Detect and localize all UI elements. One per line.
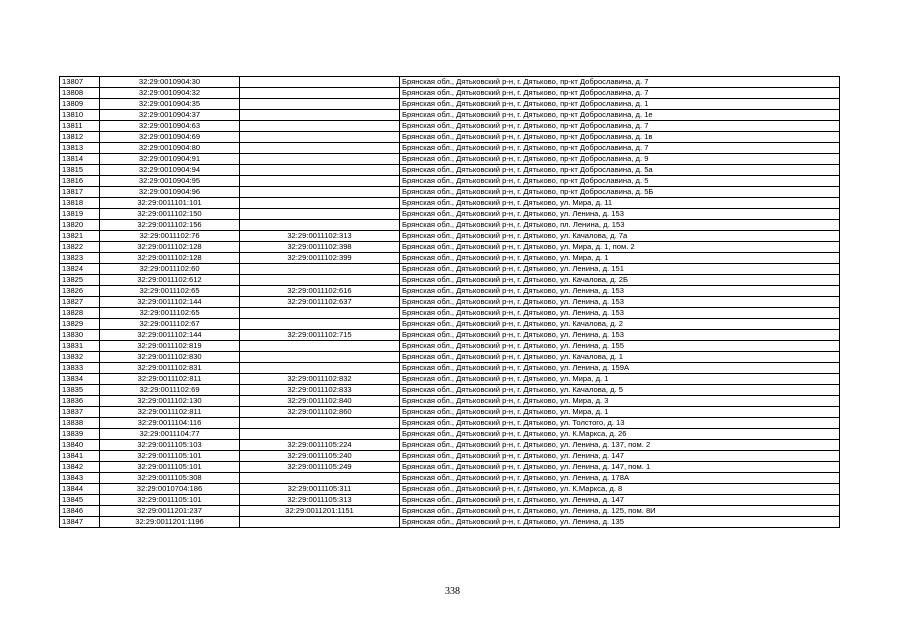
cadastral-number-cell: 32:29:0010904:32 (100, 88, 240, 99)
address-cell: Брянская обл., Дятьковский р-н, г. Дятьково, ул. Ленина, д. 147, пом. 1 (400, 462, 840, 473)
address-cell: Брянская обл., Дятьковский р-н, г. Дятьково, ул. Ленина, д. 178А (400, 473, 840, 484)
table-row (60, 330, 840, 341)
address-cell: Брянская обл., Дятьковский р-н, г. Дятьково, ул. Мира, д. 1 (400, 374, 840, 385)
row-number-cell: 13847 (60, 517, 100, 528)
cadastral-number-cell: 32:29:0010904:80 (100, 143, 240, 154)
row-number-cell: 13816 (60, 176, 100, 187)
page-number: 338 (445, 586, 460, 597)
cadastral-number-cell: 32:29:0011102:65 (100, 308, 240, 319)
table-row (60, 132, 840, 143)
table-row (60, 253, 840, 264)
cadastral-number-cell: 32:29:0010904:96 (100, 187, 240, 198)
address-cell: Брянская обл., Дятьковский р-н, г. Дятьково, ул. Ленина, д. 153 (400, 308, 840, 319)
table-row (60, 143, 840, 154)
address-cell: Брянская обл., Дятьковский р-н, г. Дятьково, пл. Ленина, д. 153 (400, 220, 840, 231)
cadastral-number-cell: 32:29:0010904:30 (100, 77, 240, 88)
table-row (60, 517, 840, 528)
object-cadastral-number-cell (240, 275, 400, 286)
object-cadastral-number-cell (240, 176, 400, 187)
table-row (60, 165, 840, 176)
cadastral-number-cell: 32:29:0011102:811 (100, 407, 240, 418)
address-cell: Брянская обл., Дятьковский р-н, г. Дятьково, ул. Ленина, д. 151 (400, 264, 840, 275)
table-row (60, 154, 840, 165)
row-number-cell: 13835 (60, 385, 100, 396)
row-number-cell: 13845 (60, 495, 100, 506)
cadastral-number-cell: 32:29:0011104:116 (100, 418, 240, 429)
object-cadastral-number-cell (240, 517, 400, 528)
row-number-cell: 13811 (60, 121, 100, 132)
cadastral-number-cell: 32:29:0011102:612 (100, 275, 240, 286)
row-number-cell: 13813 (60, 143, 100, 154)
object-cadastral-number-cell (240, 209, 400, 220)
row-number-cell: 13817 (60, 187, 100, 198)
address-cell: Брянская обл., Дятьковский р-н, г. Дятьково, пр-кт Доброславина, д. 5Б (400, 187, 840, 198)
table-row (60, 209, 840, 220)
row-number-cell: 13821 (60, 231, 100, 242)
object-cadastral-number-cell (240, 473, 400, 484)
cadastral-number-cell: 32:29:0011105:101 (100, 451, 240, 462)
object-cadastral-number-cell: 32:29:0011102:715 (240, 330, 400, 341)
table-row (60, 495, 840, 506)
table-row (60, 407, 840, 418)
row-number-cell: 13833 (60, 363, 100, 374)
object-cadastral-number-cell: 32:29:0011102:833 (240, 385, 400, 396)
row-number-cell: 13823 (60, 253, 100, 264)
cadastral-number-cell: 32:29:0011102:831 (100, 363, 240, 374)
table-row (60, 176, 840, 187)
row-number-cell: 13838 (60, 418, 100, 429)
address-cell: Брянская обл., Дятьковский р-н, г. Дятьково, ул. Мира, д. 1 (400, 253, 840, 264)
table-row (60, 308, 840, 319)
row-number-cell: 13824 (60, 264, 100, 275)
address-cell: Брянская обл., Дятьковский р-н, г. Дятьково, пр-кт Доброславина, д. 7 (400, 143, 840, 154)
row-number-cell: 13826 (60, 286, 100, 297)
address-cell: Брянская обл., Дятьковский р-н, г. Дятьково, ул. Мира, д. 3 (400, 396, 840, 407)
address-cell: Брянская обл., Дятьковский р-н, г. Дятьково, пр-кт Доброславина, д. 1 (400, 99, 840, 110)
address-cell: Брянская обл., Дятьковский р-н, г. Дятьково, пр-кт Доброславина, д. 5 (400, 176, 840, 187)
table-row (60, 396, 840, 407)
cadastral-number-cell: 32:29:0011102:130 (100, 396, 240, 407)
table-row (60, 297, 840, 308)
cadastral-number-cell: 32:29:0011102:830 (100, 352, 240, 363)
row-number-cell: 13836 (60, 396, 100, 407)
address-cell: Брянская обл., Дятьковский р-н, г. Дятьково, ул. Качалова, д. 2Б (400, 275, 840, 286)
address-cell: Брянская обл., Дятьковский р-н, г. Дятьково, ул. Ленина, д. 153 (400, 297, 840, 308)
table-row (60, 187, 840, 198)
cadastral-number-cell: 32:29:0011102:76 (100, 231, 240, 242)
address-cell: Брянская обл., Дятьковский р-н, г. Дятьково, ул. Ленина, д. 125, пом. 8И (400, 506, 840, 517)
cadastral-number-cell: 32:29:0011102:69 (100, 385, 240, 396)
table-row (60, 286, 840, 297)
row-number-cell: 13819 (60, 209, 100, 220)
cadastral-number-cell: 32:29:0011105:308 (100, 473, 240, 484)
object-cadastral-number-cell: 32:29:0011105:240 (240, 451, 400, 462)
object-cadastral-number-cell (240, 319, 400, 330)
row-number-cell: 13843 (60, 473, 100, 484)
address-cell: Брянская обл., Дятьковский р-н, г. Дятьково, пр-кт Доброславина, д. 7 (400, 77, 840, 88)
table-row (60, 319, 840, 330)
address-cell: Брянская обл., Дятьковский р-н, г. Дятьково, ул. Ленина, д. 137, пом. 2 (400, 440, 840, 451)
table-row (60, 242, 840, 253)
address-cell: Брянская обл., Дятьковский р-н, г. Дятьково, пр-кт Доброславина, д. 7 (400, 88, 840, 99)
row-number-cell: 13839 (60, 429, 100, 440)
table-row (60, 385, 840, 396)
cadastral-number-cell: 32:29:0011104:77 (100, 429, 240, 440)
table-row (60, 451, 840, 462)
cadastral-number-cell: 32:29:0010904:94 (100, 165, 240, 176)
row-number-cell: 13807 (60, 77, 100, 88)
table-row (60, 440, 840, 451)
address-cell: Брянская обл., Дятьковский р-н, г. Дятьково, ул. К.Маркса, д. 8 (400, 484, 840, 495)
address-cell: Брянская обл., Дятьковский р-н, г. Дятьково, пр-кт Доброславина, д. 1е (400, 110, 840, 121)
object-cadastral-number-cell (240, 198, 400, 209)
address-cell: Брянская обл., Дятьковский р-н, г. Дятьково, ул. Качалова, д. 2 (400, 319, 840, 330)
object-cadastral-number-cell (240, 220, 400, 231)
object-cadastral-number-cell: 32:29:0011102:637 (240, 297, 400, 308)
address-cell: Брянская обл., Дятьковский р-н, г. Дятьково, ул. Ленина, д. 153 (400, 330, 840, 341)
object-cadastral-number-cell: 32:29:0011102:313 (240, 231, 400, 242)
object-cadastral-number-cell (240, 121, 400, 132)
table-row (60, 77, 840, 88)
cadastral-number-cell: 32:29:0011102:156 (100, 220, 240, 231)
cadastral-number-cell: 32:29:0011102:128 (100, 242, 240, 253)
object-cadastral-number-cell (240, 99, 400, 110)
row-number-cell: 13815 (60, 165, 100, 176)
cadastral-number-cell: 32:29:0010904:95 (100, 176, 240, 187)
address-cell: Брянская обл., Дятьковский р-н, г. Дятьково, ул. Ленина, д. 153 (400, 286, 840, 297)
object-cadastral-number-cell: 32:29:0011201:1151 (240, 506, 400, 517)
table-row (60, 110, 840, 121)
object-cadastral-number-cell (240, 154, 400, 165)
table-row (60, 99, 840, 110)
cadastral-number-cell: 32:29:0011105:101 (100, 462, 240, 473)
table-row (60, 506, 840, 517)
address-cell: Брянская обл., Дятьковский р-н, г. Дятьково, ул. Ленина, д. 159А (400, 363, 840, 374)
cadastral-number-cell: 32:29:0011105:101 (100, 495, 240, 506)
registry-table-body (60, 77, 840, 528)
table-row (60, 121, 840, 132)
cadastral-number-cell: 32:29:0011102:60 (100, 264, 240, 275)
address-cell: Брянская обл., Дятьковский р-н, г. Дятьково, ул. Мира, д. 11 (400, 198, 840, 209)
cadastral-number-cell: 32:29:0010904:69 (100, 132, 240, 143)
table-row (60, 198, 840, 209)
table-row (60, 484, 840, 495)
row-number-cell: 13814 (60, 154, 100, 165)
cadastral-number-cell: 32:29:0011102:150 (100, 209, 240, 220)
object-cadastral-number-cell: 32:29:0011105:313 (240, 495, 400, 506)
cadastral-number-cell: 32:29:0011102:144 (100, 330, 240, 341)
row-number-cell: 13808 (60, 88, 100, 99)
cadastral-number-cell: 32:29:0010904:35 (100, 99, 240, 110)
row-number-cell: 13846 (60, 506, 100, 517)
address-cell: Брянская обл., Дятьковский р-н, г. Дятьково, ул. Ленина, д. 155 (400, 341, 840, 352)
address-cell: Брянская обл., Дятьковский р-н, г. Дятьково, ул. Толстого, д. 13 (400, 418, 840, 429)
row-number-cell: 13841 (60, 451, 100, 462)
registry-table (59, 76, 840, 528)
object-cadastral-number-cell (240, 143, 400, 154)
cadastral-number-cell: 32:29:0011102:819 (100, 341, 240, 352)
address-cell: Брянская обл., Дятьковский р-н, г. Дятьково, пр-кт Доброславина, д. 7 (400, 121, 840, 132)
table-row (60, 275, 840, 286)
table-row (60, 264, 840, 275)
table-row (60, 374, 840, 385)
row-number-cell: 13837 (60, 407, 100, 418)
cadastral-number-cell: 32:29:0010904:91 (100, 154, 240, 165)
row-number-cell: 13809 (60, 99, 100, 110)
address-cell: Брянская обл., Дятьковский р-н, г. Дятьково, пр-кт Доброславина, д. 5а (400, 165, 840, 176)
object-cadastral-number-cell: 32:29:0011102:616 (240, 286, 400, 297)
cadastral-number-cell: 32:29:0011101:101 (100, 198, 240, 209)
object-cadastral-number-cell (240, 132, 400, 143)
address-cell: Брянская обл., Дятьковский р-н, г. Дятьково, ул. Качалова, д. 7а (400, 231, 840, 242)
object-cadastral-number-cell (240, 308, 400, 319)
table-row (60, 352, 840, 363)
table-row (60, 363, 840, 374)
table-row (60, 462, 840, 473)
row-number-cell: 13822 (60, 242, 100, 253)
cadastral-number-cell: 32:29:0011102:128 (100, 253, 240, 264)
object-cadastral-number-cell: 32:29:0011102:399 (240, 253, 400, 264)
row-number-cell: 13831 (60, 341, 100, 352)
table-row (60, 341, 840, 352)
row-number-cell: 13812 (60, 132, 100, 143)
address-cell: Брянская обл., Дятьковский р-н, г. Дятьково, ул. Мира, д. 1, пом. 2 (400, 242, 840, 253)
object-cadastral-number-cell (240, 429, 400, 440)
cadastral-number-cell: 32:29:0011201:237 (100, 506, 240, 517)
row-number-cell: 13828 (60, 308, 100, 319)
cadastral-number-cell: 32:29:0011102:65 (100, 286, 240, 297)
row-number-cell: 13820 (60, 220, 100, 231)
cadastral-number-cell: 32:29:0011102:67 (100, 319, 240, 330)
row-number-cell: 13842 (60, 462, 100, 473)
object-cadastral-number-cell: 32:29:0011105:311 (240, 484, 400, 495)
row-number-cell: 13818 (60, 198, 100, 209)
table-row (60, 220, 840, 231)
address-cell: Брянская обл., Дятьковский р-н, г. Дятьково, ул. Ленина, д. 153 (400, 209, 840, 220)
object-cadastral-number-cell (240, 418, 400, 429)
row-number-cell: 13825 (60, 275, 100, 286)
cadastral-number-cell: 32:29:0011105:103 (100, 440, 240, 451)
object-cadastral-number-cell (240, 187, 400, 198)
row-number-cell: 13827 (60, 297, 100, 308)
cadastral-number-cell: 32:29:0011102:144 (100, 297, 240, 308)
document-page (59, 76, 840, 528)
table-row (60, 88, 840, 99)
row-number-cell: 13832 (60, 352, 100, 363)
cadastral-number-cell: 32:29:0011102:811 (100, 374, 240, 385)
object-cadastral-number-cell (240, 264, 400, 275)
row-number-cell: 13830 (60, 330, 100, 341)
object-cadastral-number-cell: 32:29:0011102:398 (240, 242, 400, 253)
table-row (60, 429, 840, 440)
address-cell: Брянская обл., Дятьковский р-н, г. Дятьково, ул. Качалова, д. 1 (400, 352, 840, 363)
object-cadastral-number-cell (240, 341, 400, 352)
address-cell: Брянская обл., Дятьковский р-н, г. Дятьково, ул. Ленина, д. 135 (400, 517, 840, 528)
table-row (60, 418, 840, 429)
object-cadastral-number-cell (240, 110, 400, 121)
row-number-cell: 13829 (60, 319, 100, 330)
address-cell: Брянская обл., Дятьковский р-н, г. Дятьково, ул. Качалова, д. 5 (400, 385, 840, 396)
object-cadastral-number-cell (240, 363, 400, 374)
address-cell: Брянская обл., Дятьковский р-н, г. Дятьково, ул. К.Маркса, д. 26 (400, 429, 840, 440)
table-row (60, 473, 840, 484)
object-cadastral-number-cell: 32:29:0011105:249 (240, 462, 400, 473)
object-cadastral-number-cell (240, 352, 400, 363)
address-cell: Брянская обл., Дятьковский р-н, г. Дятьково, ул. Ленина, д. 147 (400, 495, 840, 506)
row-number-cell: 13834 (60, 374, 100, 385)
cadastral-number-cell: 32:29:0010904:63 (100, 121, 240, 132)
row-number-cell: 13844 (60, 484, 100, 495)
object-cadastral-number-cell (240, 88, 400, 99)
address-cell: Брянская обл., Дятьковский р-н, г. Дятьково, пр-кт Доброславина, д. 1в (400, 132, 840, 143)
object-cadastral-number-cell (240, 77, 400, 88)
object-cadastral-number-cell: 32:29:0011102:832 (240, 374, 400, 385)
table-row (60, 231, 840, 242)
object-cadastral-number-cell: 32:29:0011102:860 (240, 407, 400, 418)
cadastral-number-cell: 32:29:0010704:186 (100, 484, 240, 495)
cadastral-number-cell: 32:29:0011201:1196 (100, 517, 240, 528)
address-cell: Брянская обл., Дятьковский р-н, г. Дятьково, пр-кт Доброславина, д. 9 (400, 154, 840, 165)
address-cell: Брянская обл., Дятьковский р-н, г. Дятьково, ул. Мира, д. 1 (400, 407, 840, 418)
address-cell: Брянская обл., Дятьковский р-н, г. Дятьково, ул. Ленина, д. 147 (400, 451, 840, 462)
object-cadastral-number-cell: 32:29:0011105:224 (240, 440, 400, 451)
cadastral-number-cell: 32:29:0010904:37 (100, 110, 240, 121)
object-cadastral-number-cell: 32:29:0011102:840 (240, 396, 400, 407)
object-cadastral-number-cell (240, 165, 400, 176)
row-number-cell: 13840 (60, 440, 100, 451)
row-number-cell: 13810 (60, 110, 100, 121)
